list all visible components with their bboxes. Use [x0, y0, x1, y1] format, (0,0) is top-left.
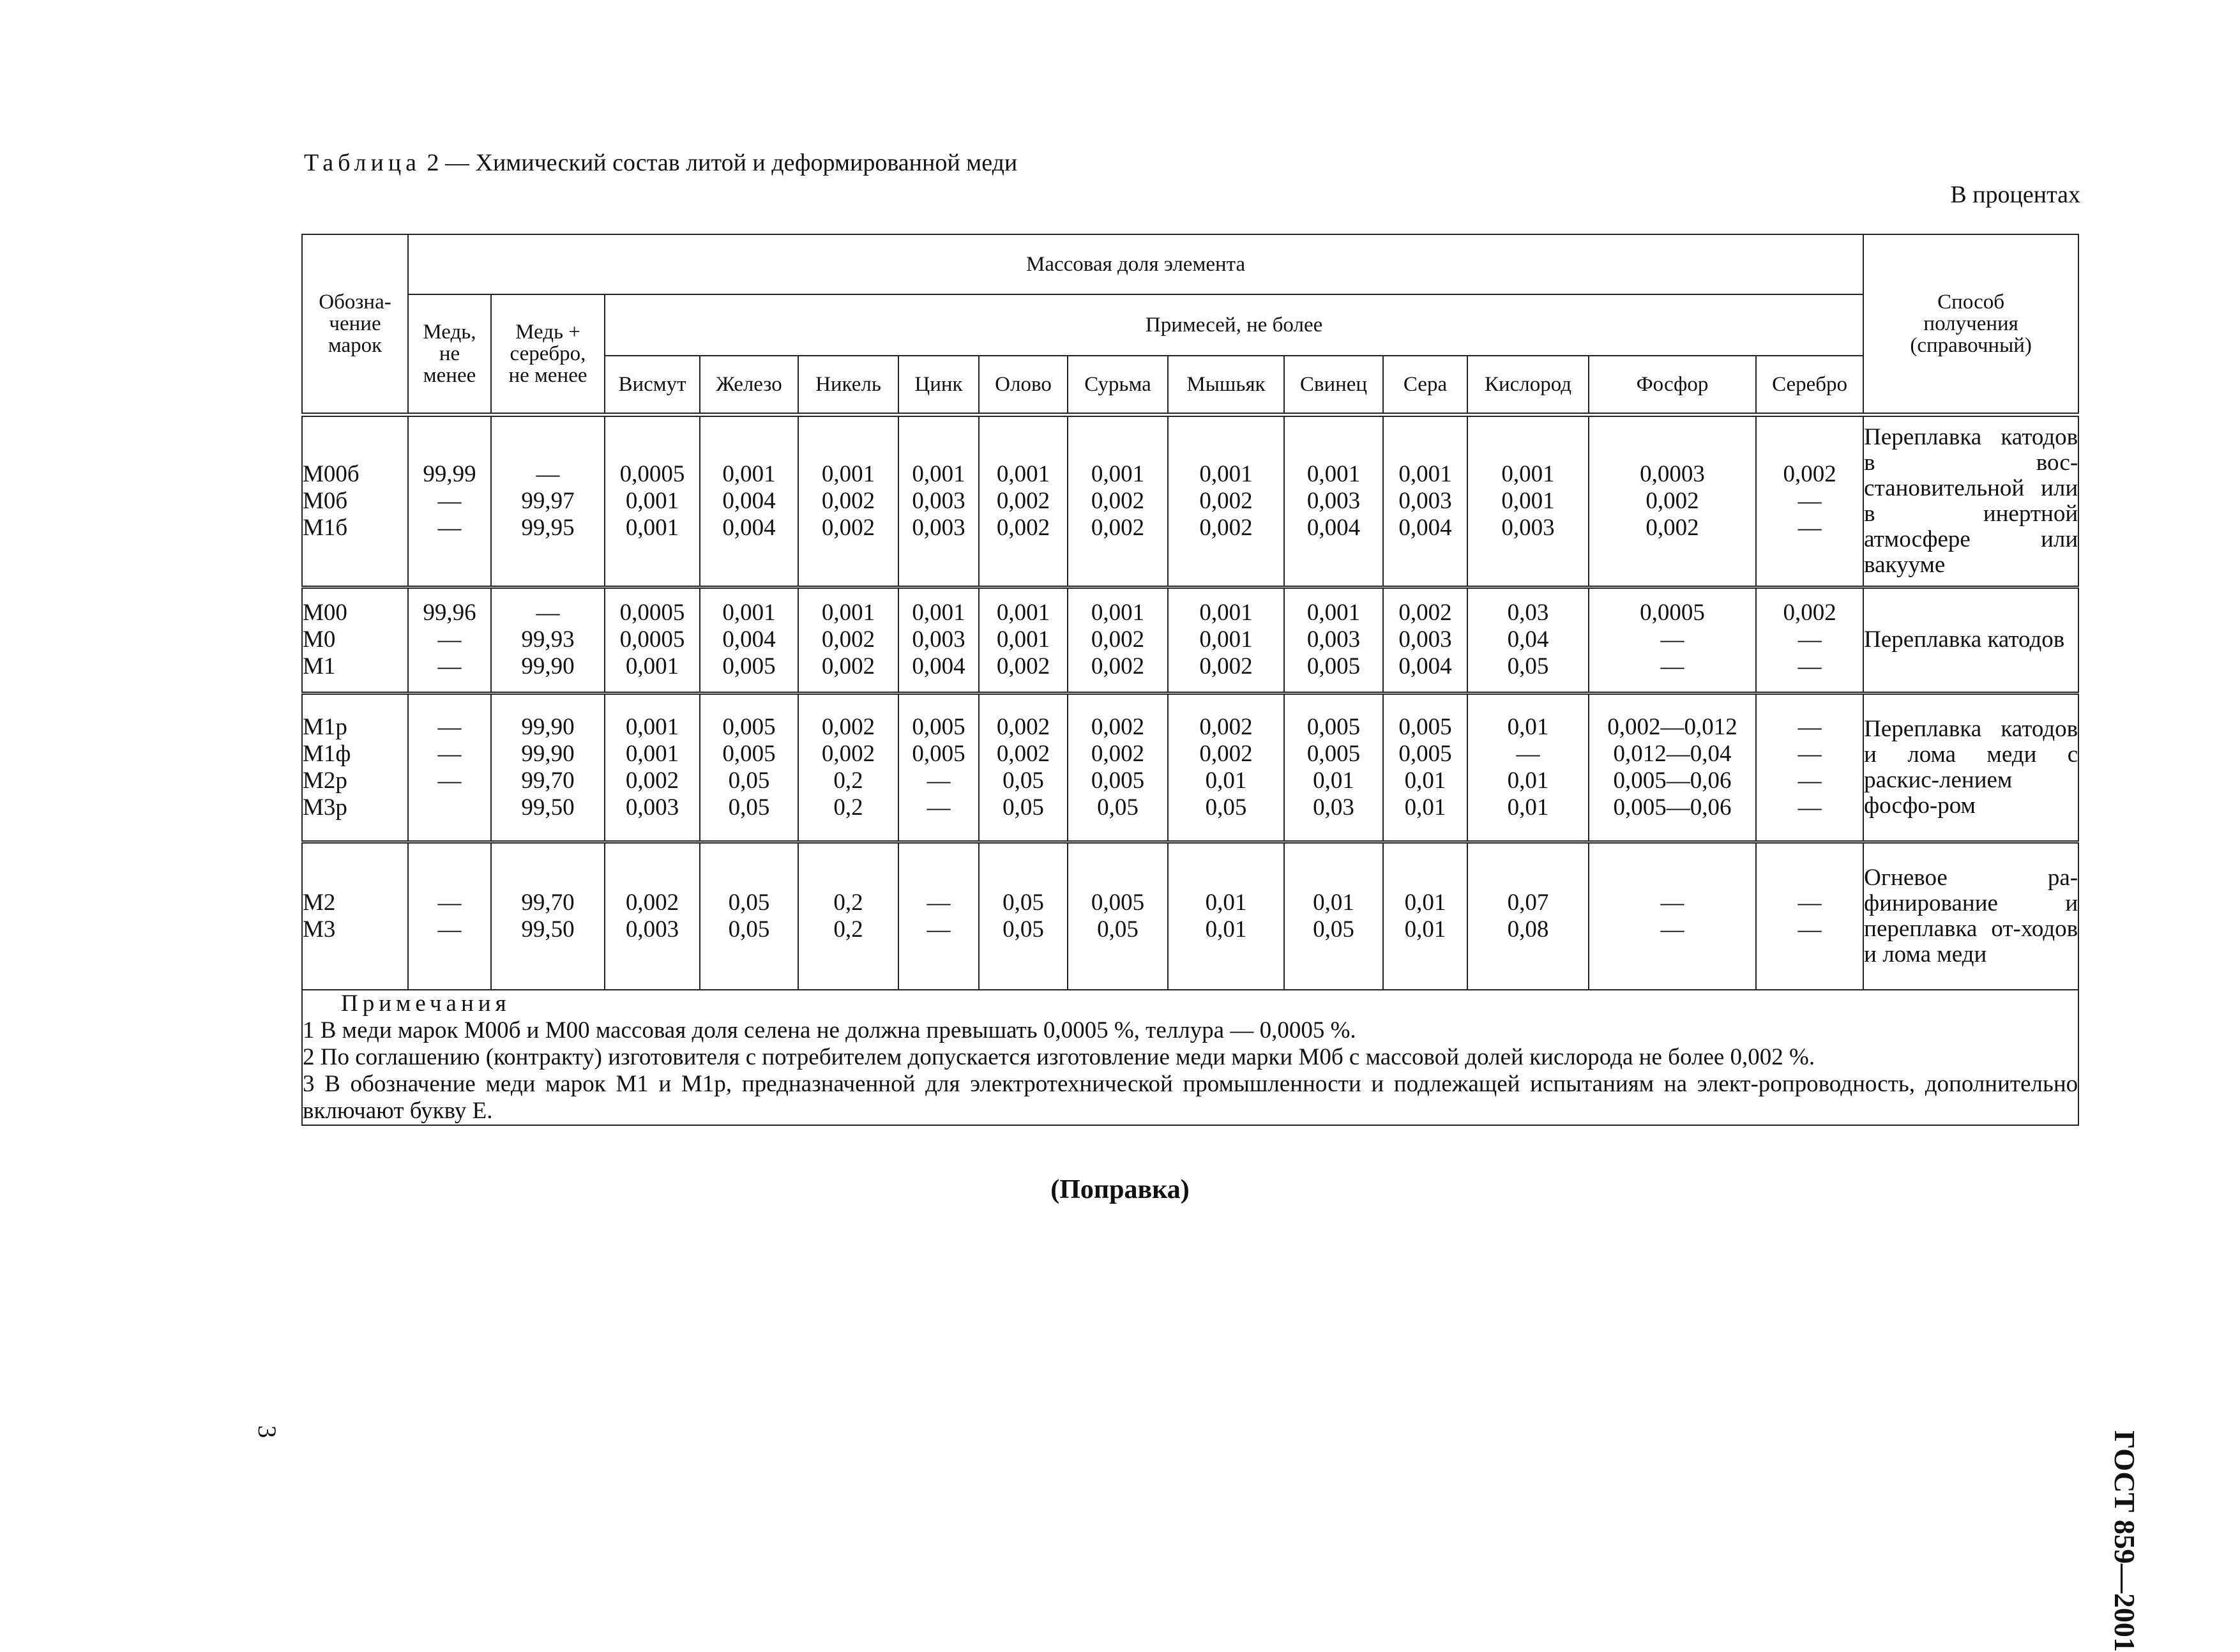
- method-cell: Переплавка катодов: [1863, 587, 2078, 693]
- element-cell: [1284, 842, 1383, 990]
- cell-value: 0,01: [1205, 889, 1247, 916]
- element-cell: [605, 587, 700, 693]
- element-cell: [605, 414, 700, 587]
- element-cell: [898, 587, 979, 693]
- cell-value: 0,001: [1306, 600, 1361, 626]
- element-cell: [700, 842, 798, 990]
- copper-cell: [408, 414, 491, 587]
- header-copper-silver: Медь + серебро, не менее: [491, 294, 605, 414]
- cell-value: 0,002: [1398, 600, 1452, 626]
- cell-value: 0,002: [821, 514, 875, 541]
- cell-value: 0,001: [996, 626, 1050, 653]
- cell-value: —: [1797, 653, 1822, 679]
- cell-value: 0,01: [1507, 767, 1549, 794]
- cell-value: 0,002: [625, 767, 679, 794]
- cell-value: 0,001: [1199, 460, 1253, 487]
- element-cell: [1589, 842, 1756, 990]
- cell-value: 0,0003: [1640, 460, 1705, 487]
- header-element: Олово: [979, 356, 1068, 414]
- cell-value: —: [1797, 740, 1822, 767]
- cell-value: 99,97: [521, 487, 575, 514]
- cell-value: 99,99: [423, 460, 476, 487]
- cell-value: 0,001: [912, 600, 965, 626]
- cell-value: 0,2: [833, 889, 863, 916]
- cell-value: 0,0005: [619, 626, 685, 653]
- cell-value: 0,004: [722, 514, 776, 541]
- cell-value: 0,2: [833, 794, 863, 821]
- cell-value: 0,001: [912, 460, 965, 487]
- element-cell: [1168, 693, 1284, 842]
- cell-value: 0,005: [912, 740, 965, 767]
- element-cell: [1284, 587, 1383, 693]
- cell-value: 0,0005: [619, 600, 685, 626]
- element-cell: [1756, 842, 1863, 990]
- cell-value: 99,90: [521, 653, 575, 679]
- header-impurities: Примесей, не более: [605, 294, 1863, 356]
- cell-value: 0,001: [1501, 487, 1555, 514]
- header-element: Сера: [1383, 356, 1467, 414]
- element-cell: [1284, 414, 1383, 587]
- cell-value: 0,001: [722, 460, 776, 487]
- cell-value: 0,002: [996, 487, 1050, 514]
- cell-value: 0,005: [722, 653, 776, 679]
- cell-value: 0,005: [1306, 713, 1361, 740]
- cell-value: 0,004: [1398, 653, 1452, 679]
- cell-value: М3: [303, 916, 336, 943]
- header-element: Фосфор: [1589, 356, 1756, 414]
- method-cell: Переплавка катодов и лома меди с раскис-лением фосфо-ром: [1863, 693, 2078, 842]
- element-cell: [898, 414, 979, 587]
- cell-value: —: [437, 916, 462, 943]
- table-caption-label: Таблица: [304, 149, 421, 176]
- cell-value: 0,001: [1199, 600, 1253, 626]
- cell-value: 0,001: [625, 740, 679, 767]
- cell-value: 0,01: [1404, 794, 1446, 821]
- standard-designation: ГОСТ 859—2001: [2108, 1430, 2141, 1652]
- element-cell: [798, 414, 898, 587]
- element-cell: [1589, 414, 1756, 587]
- cell-value: 0,012—0,04: [1613, 740, 1732, 767]
- element-cell: [979, 414, 1068, 587]
- header-element: Никель: [798, 356, 898, 414]
- cell-value: М0б: [303, 487, 348, 514]
- grade-cell: [302, 414, 408, 587]
- cell-value: 0,05: [1003, 767, 1044, 794]
- cell-value: 0,05: [1003, 916, 1044, 943]
- cell-value: 0,05: [728, 794, 770, 821]
- note-1: 1 В меди марок М00б и М00 массовая доля селена не должна превышать 0,0005 %, теллура — 0,0005 %.: [303, 1017, 1356, 1043]
- element-cell: [1467, 842, 1589, 990]
- cell-value: —: [927, 767, 951, 794]
- element-cell: [898, 693, 979, 842]
- cell-value: 0,002—0,012: [1607, 713, 1737, 740]
- header-method: Способ получения (справочный): [1863, 234, 2078, 414]
- element-cell: [1068, 842, 1168, 990]
- header-copper: Медь, не менее: [408, 294, 491, 414]
- cell-value: 0,001: [722, 600, 776, 626]
- cell-value: 0,01: [1313, 889, 1354, 916]
- element-cell: [1284, 693, 1383, 842]
- grade-cell: [302, 587, 408, 693]
- correction-label: (Поправка): [1050, 1175, 1190, 1204]
- copper-silver-cell: [491, 693, 605, 842]
- cell-value: 0,03: [1507, 600, 1549, 626]
- cell-value: 0,0005: [1640, 600, 1705, 626]
- cell-value: 0,05: [1003, 889, 1044, 916]
- element-cell: [1467, 587, 1589, 693]
- cell-value: М00б: [303, 460, 359, 487]
- cell-value: 0,004: [722, 487, 776, 514]
- element-cell: [1383, 587, 1467, 693]
- element-cell: [979, 693, 1068, 842]
- cell-value: 0,03: [1313, 794, 1354, 821]
- cell-value: 0,001: [1091, 600, 1145, 626]
- cell-value: 0,003: [912, 626, 965, 653]
- cell-value: 0,05: [728, 767, 770, 794]
- cell-value: 0,002: [821, 740, 875, 767]
- cell-value: —: [437, 740, 462, 767]
- element-cell: [605, 842, 700, 990]
- cell-value: 0,07: [1507, 889, 1549, 916]
- cell-value: 0,05: [728, 916, 770, 943]
- element-cell: [1756, 693, 1863, 842]
- table-row: [302, 414, 2078, 587]
- element-cell: [1068, 414, 1168, 587]
- cell-value: 0,002: [821, 713, 875, 740]
- element-cell: [700, 587, 798, 693]
- cell-value: 0,005: [1306, 653, 1361, 679]
- cell-value: 0,002: [1091, 713, 1145, 740]
- element-cell: [1168, 414, 1284, 587]
- cell-value: 0,002: [1646, 487, 1699, 514]
- element-cell: [700, 414, 798, 587]
- cell-value: —: [1660, 626, 1684, 653]
- element-cell: [1383, 842, 1467, 990]
- cell-value: —: [437, 713, 462, 740]
- cell-value: —: [437, 653, 462, 679]
- cell-value: [409, 794, 490, 821]
- cell-value: 0,003: [625, 794, 679, 821]
- cell-value: 99,70: [521, 889, 575, 916]
- cell-value: 0,001: [1091, 460, 1145, 487]
- cell-value: 0,005: [1091, 767, 1145, 794]
- cell-value: 0,002: [1091, 487, 1145, 514]
- element-cell: [898, 842, 979, 990]
- cell-value: 99,90: [521, 740, 575, 767]
- cell-value: 0,003: [1398, 487, 1452, 514]
- cell-value: 0,001: [625, 653, 679, 679]
- cell-value: —: [1797, 794, 1822, 821]
- cell-value: 0,001: [1306, 460, 1361, 487]
- cell-value: —: [927, 916, 951, 943]
- units-note: В процентах: [1950, 181, 2080, 208]
- element-cell: [1383, 693, 1467, 842]
- copper-cell: [408, 587, 491, 693]
- cell-value: 0,001: [996, 460, 1050, 487]
- table-caption-text: 2 — Химический состав литой и деформированной меди: [421, 149, 1018, 176]
- cell-value: —: [1797, 889, 1822, 916]
- cell-value: 0,002: [1091, 740, 1145, 767]
- cell-value: 0,004: [912, 653, 965, 679]
- cell-value: 0,002: [1199, 487, 1253, 514]
- cell-value: 0,003: [625, 916, 679, 943]
- cell-value: 0,0005: [619, 460, 685, 487]
- cell-value: 0,001: [821, 600, 875, 626]
- cell-value: 0,05: [1205, 794, 1247, 821]
- cell-value: 0,01: [1404, 767, 1446, 794]
- grade-cell: [302, 842, 408, 990]
- element-cell: [700, 693, 798, 842]
- cell-value: 0,001: [625, 487, 679, 514]
- cell-value: 0,001: [625, 713, 679, 740]
- cell-value: 0,005: [722, 713, 776, 740]
- cell-value: 0,002: [996, 514, 1050, 541]
- cell-value: 0,004: [1306, 514, 1361, 541]
- cell-value: 0,003: [1306, 487, 1361, 514]
- cell-value: —: [1660, 916, 1684, 943]
- header-grade: Обозна- чение марок: [302, 234, 408, 414]
- copper-silver-cell: [491, 414, 605, 587]
- copper-silver-cell: [491, 587, 605, 693]
- element-cell: [979, 587, 1068, 693]
- cell-value: —: [1516, 740, 1540, 767]
- cell-value: 0,002: [821, 626, 875, 653]
- copper-silver-cell: [491, 842, 605, 990]
- header-element: Свинец: [1284, 356, 1383, 414]
- cell-value: —: [1797, 514, 1822, 541]
- cell-value: —: [536, 460, 560, 487]
- cell-value: 0,05: [1313, 916, 1354, 943]
- cell-value: 0,003: [1501, 514, 1555, 541]
- cell-value: 0,01: [1404, 889, 1446, 916]
- cell-value: 0,005—0,06: [1613, 794, 1732, 821]
- element-cell: [979, 842, 1068, 990]
- cell-value: 0,005—0,06: [1613, 767, 1732, 794]
- cell-value: 0,001: [996, 600, 1050, 626]
- cell-value: 99,70: [521, 767, 575, 794]
- cell-value: М2р: [303, 767, 347, 794]
- cell-value: 0,002: [1091, 626, 1145, 653]
- cell-value: 0,001: [625, 514, 679, 541]
- note-3: 3 В обозначение меди марок М1 и М1р, предназначенной для электротехнической промышленности и подлежащей испытаниям на элект-ропроводность, дополнительно включают букву Е.: [303, 1071, 2078, 1124]
- element-cell: [798, 693, 898, 842]
- cell-value: —: [437, 626, 462, 653]
- element-cell: [798, 842, 898, 990]
- element-cell: [798, 587, 898, 693]
- notes-title: Примечания: [341, 990, 511, 1017]
- cell-value: 0,05: [1097, 794, 1139, 821]
- cell-value: 0,002: [1199, 740, 1253, 767]
- element-cell: [1168, 587, 1284, 693]
- cell-value: 99,95: [521, 514, 575, 541]
- header-element: Железо: [700, 356, 798, 414]
- element-cell: [1589, 693, 1756, 842]
- cell-value: М1ф: [303, 740, 351, 767]
- cell-value: 0,004: [1398, 514, 1452, 541]
- cell-value: —: [1797, 767, 1822, 794]
- cell-value: —: [437, 487, 462, 514]
- cell-value: 0,01: [1205, 916, 1247, 943]
- header-element: Сурьма: [1068, 356, 1168, 414]
- cell-value: —: [437, 889, 462, 916]
- cell-value: 0,01: [1404, 916, 1446, 943]
- cell-value: 0,2: [833, 767, 863, 794]
- element-cell: [605, 693, 700, 842]
- cell-value: 0,08: [1507, 916, 1549, 943]
- cell-value: 0,001: [1199, 626, 1253, 653]
- cell-value: 0,001: [1501, 460, 1555, 487]
- cell-value: 0,002: [821, 487, 875, 514]
- page-number: 3: [253, 1425, 282, 1438]
- cell-value: —: [927, 794, 951, 821]
- cell-value: М1б: [303, 514, 348, 541]
- cell-value: 0,001: [1398, 460, 1452, 487]
- cell-value: 0,002: [1199, 713, 1253, 740]
- cell-value: 0,002: [625, 889, 679, 916]
- cell-value: 0,003: [912, 487, 965, 514]
- cell-value: 0,002: [996, 713, 1050, 740]
- cell-value: 0,002: [1199, 514, 1253, 541]
- cell-value: М1р: [303, 713, 347, 740]
- cell-value: 0,004: [722, 626, 776, 653]
- cell-value: 0,01: [1313, 767, 1354, 794]
- composition-table: [301, 234, 2079, 1126]
- cell-value: 0,05: [1097, 916, 1139, 943]
- cell-value: 0,005: [1306, 740, 1361, 767]
- cell-value: —: [927, 889, 951, 916]
- cell-value: 0,002: [1783, 460, 1836, 487]
- table-row: [302, 842, 2078, 990]
- cell-value: 0,003: [1306, 626, 1361, 653]
- element-cell: [1756, 414, 1863, 587]
- header-mass-fraction: Массовая доля элемента: [408, 234, 1863, 294]
- cell-value: 0,01: [1205, 767, 1247, 794]
- cell-value: 0,002: [1199, 653, 1253, 679]
- table-row: [302, 693, 2078, 842]
- cell-value: 99,90: [521, 713, 575, 740]
- cell-value: 0,005: [1398, 713, 1452, 740]
- cell-value: —: [437, 514, 462, 541]
- cell-value: 0,002: [996, 740, 1050, 767]
- element-cell: [1383, 414, 1467, 587]
- cell-value: 0,002: [821, 653, 875, 679]
- element-cell: [1467, 414, 1589, 587]
- header-element: Мышьяк: [1168, 356, 1284, 414]
- cell-value: 0,05: [1507, 653, 1549, 679]
- cell-value: 0,04: [1507, 626, 1549, 653]
- cell-value: 0,01: [1507, 713, 1549, 740]
- element-cell: [1756, 587, 1863, 693]
- notes-block: [302, 990, 2078, 1125]
- cell-value: 99,96: [423, 600, 476, 626]
- element-cell: [1589, 587, 1756, 693]
- element-cell: [1467, 693, 1589, 842]
- cell-value: М0: [303, 626, 336, 653]
- cell-value: 0,003: [912, 514, 965, 541]
- element-cell: [1068, 587, 1168, 693]
- cell-value: 0,005: [1398, 740, 1452, 767]
- cell-value: 0,002: [996, 653, 1050, 679]
- cell-value: 0,005: [1091, 889, 1145, 916]
- element-cell: [1168, 842, 1284, 990]
- header-element: Висмут: [605, 356, 700, 414]
- cell-value: —: [1797, 713, 1822, 740]
- cell-value: М00: [303, 600, 347, 626]
- cell-value: 0,002: [1646, 514, 1699, 541]
- table-row: [302, 587, 2078, 693]
- grade-cell: [302, 693, 408, 842]
- cell-value: 0,05: [728, 889, 770, 916]
- cell-value: 0,002: [1091, 514, 1145, 541]
- cell-value: 99,50: [521, 916, 575, 943]
- header-element: Кислород: [1467, 356, 1589, 414]
- cell-value: М2: [303, 889, 336, 916]
- cell-value: 0,005: [912, 713, 965, 740]
- copper-cell: [408, 842, 491, 990]
- cell-value: —: [1797, 916, 1822, 943]
- cell-value: —: [1797, 487, 1822, 514]
- note-2: 2 По соглашению (контракту) изготовителя с потребителем допускается изготовление меди марки М0б с массовой долей кислорода не более 0,002 %.: [303, 1044, 1815, 1070]
- cell-value: М3р: [303, 794, 347, 821]
- copper-cell: [408, 693, 491, 842]
- cell-value: М1: [303, 653, 336, 679]
- cell-value: —: [536, 600, 560, 626]
- cell-value: 0,2: [833, 916, 863, 943]
- cell-value: 0,01: [1507, 794, 1549, 821]
- cell-value: 99,93: [521, 626, 575, 653]
- cell-value: 0,003: [1398, 626, 1452, 653]
- cell-value: 0,001: [821, 460, 875, 487]
- cell-value: 99,50: [521, 794, 575, 821]
- cell-value: —: [1660, 653, 1684, 679]
- cell-value: 0,002: [1091, 653, 1145, 679]
- element-cell: [1068, 693, 1168, 842]
- table-caption: [304, 148, 1017, 178]
- header-element: Цинк: [898, 356, 979, 414]
- cell-value: 0,005: [722, 740, 776, 767]
- method-cell: Переплавка катодов в вос-становительной или в инертной атмосфере или вакууме: [1863, 414, 2078, 587]
- cell-value: —: [1660, 889, 1684, 916]
- cell-value: 0,002: [1783, 600, 1836, 626]
- header-element: Серебро: [1756, 356, 1863, 414]
- method-cell: Огневое ра-финирование и переплавка от-ходов и лома меди: [1863, 842, 2078, 990]
- cell-value: 0,05: [1003, 794, 1044, 821]
- cell-value: —: [1797, 626, 1822, 653]
- cell-value: —: [437, 767, 462, 794]
